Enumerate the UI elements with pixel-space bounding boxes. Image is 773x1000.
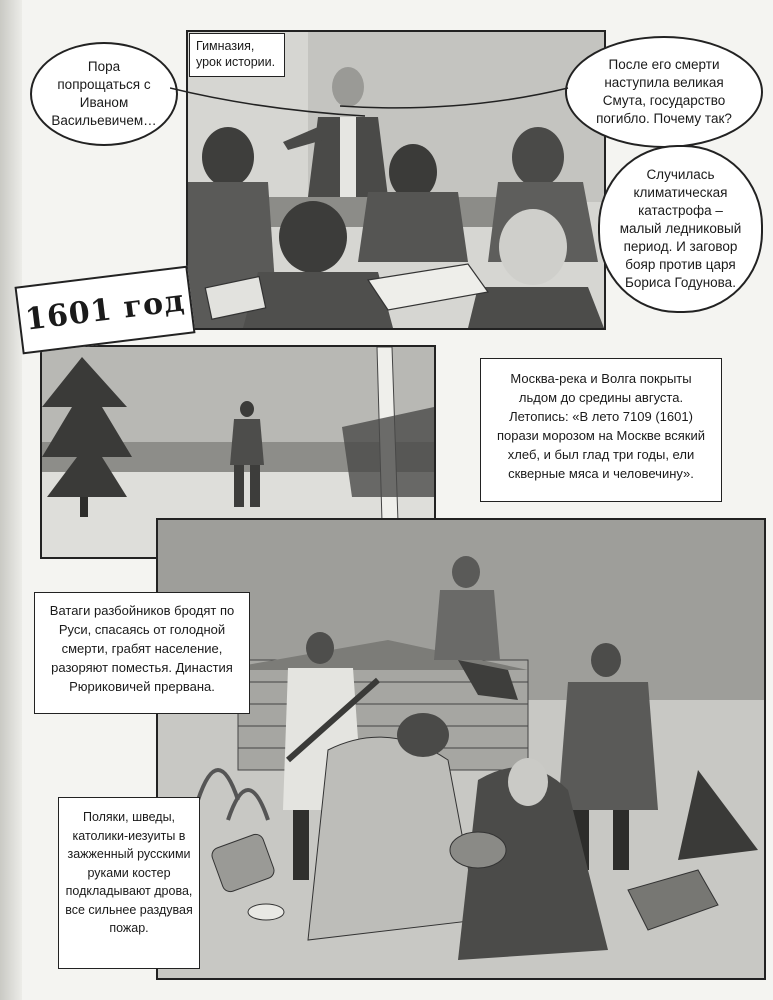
year-banner (15, 266, 196, 355)
bandits-panel (156, 518, 766, 980)
chronicle-caption: Москва-река и Волга покрыты льдом до средины августа. Летопись: «В лето 7109 (1601) порази морозом на Москве всякий хлеб, и был глад три годы, ели скверные мяса и человечину». (480, 358, 722, 502)
page-edge (0, 0, 22, 1000)
speech-text: После его смерти наступила великая Смута, государство погибло. Почему так? (596, 57, 732, 126)
speech-text: Случилась климатическая катастрофа – малый ледниковый период. И заговор бояр против царя Бориса Годунова. (619, 167, 742, 290)
classroom-caption: Гимназия, урок истории. (189, 33, 285, 77)
year-text: 1601 год (23, 282, 187, 338)
enemies-caption: Поляки, шведы, католики-иезуиты в зажженный русскими руками костер подкладывают дрова, все сильнее раздувая пожар. (58, 797, 200, 969)
bandits-illustration (158, 520, 764, 978)
speech-bubble-student-left (30, 42, 178, 146)
speech-text: Пора попрощаться с Иваном Васильевичем… (51, 59, 157, 128)
bandits-caption: Ватаги разбойников бродят по Руси, спасаясь от голодной смерти, грабят население, разоряют поместья. Династия Рюриковичей прервана. (34, 592, 250, 714)
speech-bubble-student-right (598, 145, 763, 313)
speech-bubble-teacher (565, 36, 763, 148)
